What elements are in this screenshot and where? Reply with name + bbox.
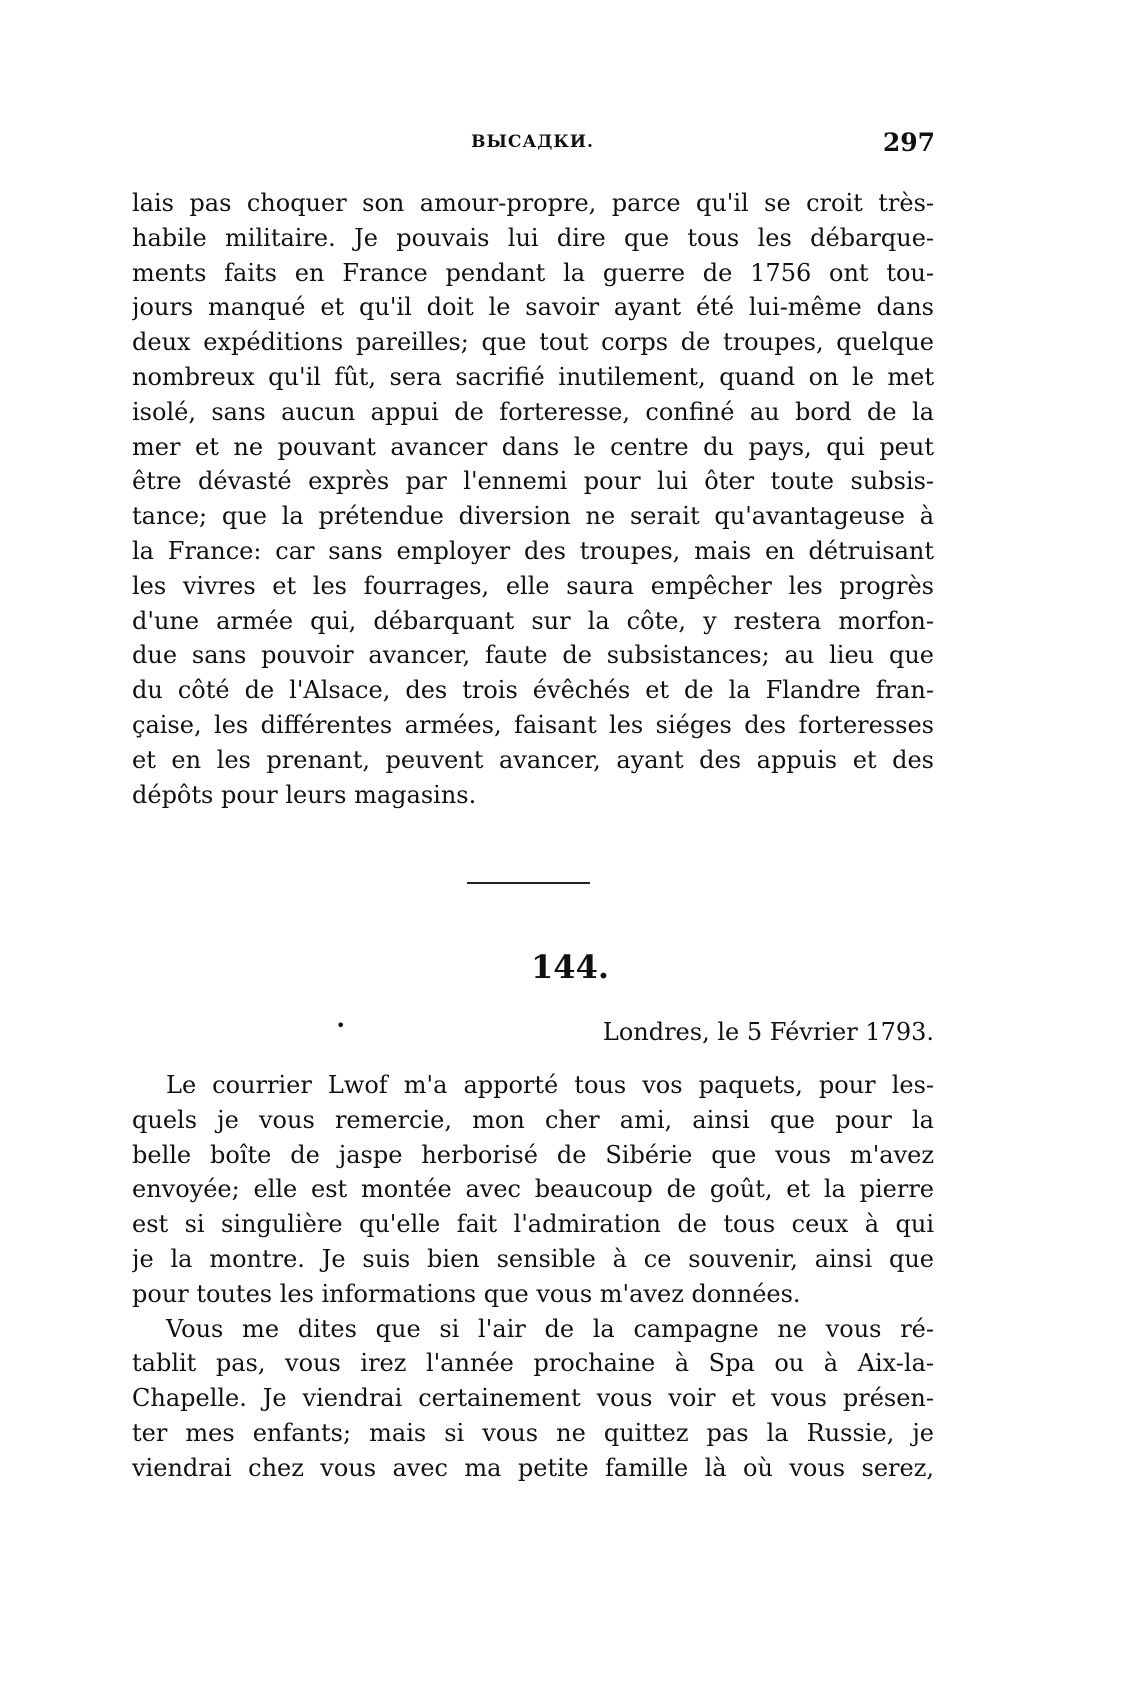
text-line: est si singulière qu'elle fait l'admiration de tous ceux à qui [132, 1210, 934, 1239]
text-line: Chapelle. Je viendrai certainement vous voir et vous présen- [132, 1384, 934, 1413]
text-line: isolé, sans aucun appui de forteresse, confiné au bord de la [132, 397, 934, 426]
text-line: habile militaire. Je pouvais lui dire que tous les débarque- [132, 223, 934, 252]
text-line: je la montre. Je suis bien sensible à ce souvenir, ainsi que [132, 1244, 934, 1273]
text-line: Vous me dites que si l'air de la campagne ne vous ré- [166, 1314, 934, 1343]
dateline-bullet: • [336, 1016, 346, 1035]
text-line: dépôts pour leurs magasins. [132, 780, 477, 809]
text-line: due sans pouvoir avancer, faute de subsistances; au lieu que [132, 641, 934, 670]
paragraph-continued [132, 186, 934, 812]
text-line: d'une armée qui, débarquant sur la côte, y restera morfon- [132, 606, 934, 635]
text-line: belle boîte de jaspe herborisé de Sibérie que vous m'avez [132, 1140, 934, 1169]
text-line: la France: car sans employer des troupes, mais en détruisant [132, 536, 934, 565]
text-line: Le courrier Lwof m'a apporté tous vos paquets, pour les- [166, 1071, 934, 1099]
text-line: ter mes enfants; mais si vous ne quittez pas la Russie, je [132, 1418, 934, 1447]
text-line: çaise, les différentes armées, faisant les siéges des forteresses [132, 710, 934, 739]
text-line: ments faits en France pendant la guerre de 1756 ont tou- [132, 258, 934, 287]
text-line: jours manqué et qu'il doit le savoir ayant été lui-même dans [132, 293, 934, 322]
letter-number: 144. [531, 948, 609, 986]
text-line: tance; que la prétendue diversion ne serait qu'avantageuse à [132, 502, 934, 531]
running-header [130, 128, 935, 162]
letter-body [132, 1068, 934, 1486]
section-separator [467, 882, 590, 884]
page-number: 297 [882, 128, 935, 157]
text-line: et en les prenant, peuvent avancer, ayant des appuis et des [132, 745, 934, 774]
text-line: du côté de l'Alsace, des trois évêchés et de la Flandre fran- [132, 676, 934, 705]
text-line: quels je vous remercie, mon cher ami, ainsi que pour la [132, 1105, 934, 1134]
text-line: viendrai chez vous avec ma petite famille là où vous serez, [132, 1453, 934, 1482]
text-line: être dévasté exprès par l'ennemi pour lui ôter toute subsis- [132, 467, 934, 496]
text-line: lais pas choquer son amour-propre, parce qu'il se croit très- [132, 189, 934, 217]
text-line: deux expéditions pareilles; que tout corps de troupes, quelque [132, 328, 934, 357]
running-title: ВЫСАДКИ. [471, 132, 594, 152]
text-line: tablit pas, vous irez l'année prochaine à Spa ou à Aix-la- [132, 1349, 934, 1378]
text-line: envoyée; elle est montée avec beaucoup de goût, et la pierre [132, 1175, 934, 1204]
text-line: nombreux qu'il fût, sera sacrifié inutilement, quand on le met [132, 362, 934, 391]
text-line: pour toutes les informations que vous m'avez données. [132, 1279, 801, 1308]
text-line: les vivres et les fourrages, elle saura empêcher les progrès [132, 571, 934, 600]
text-line: mer et ne pouvant avancer dans le centre du pays, qui peut [132, 432, 934, 461]
letter-dateline: Londres, le 5 Février 1793. [602, 1018, 934, 1046]
